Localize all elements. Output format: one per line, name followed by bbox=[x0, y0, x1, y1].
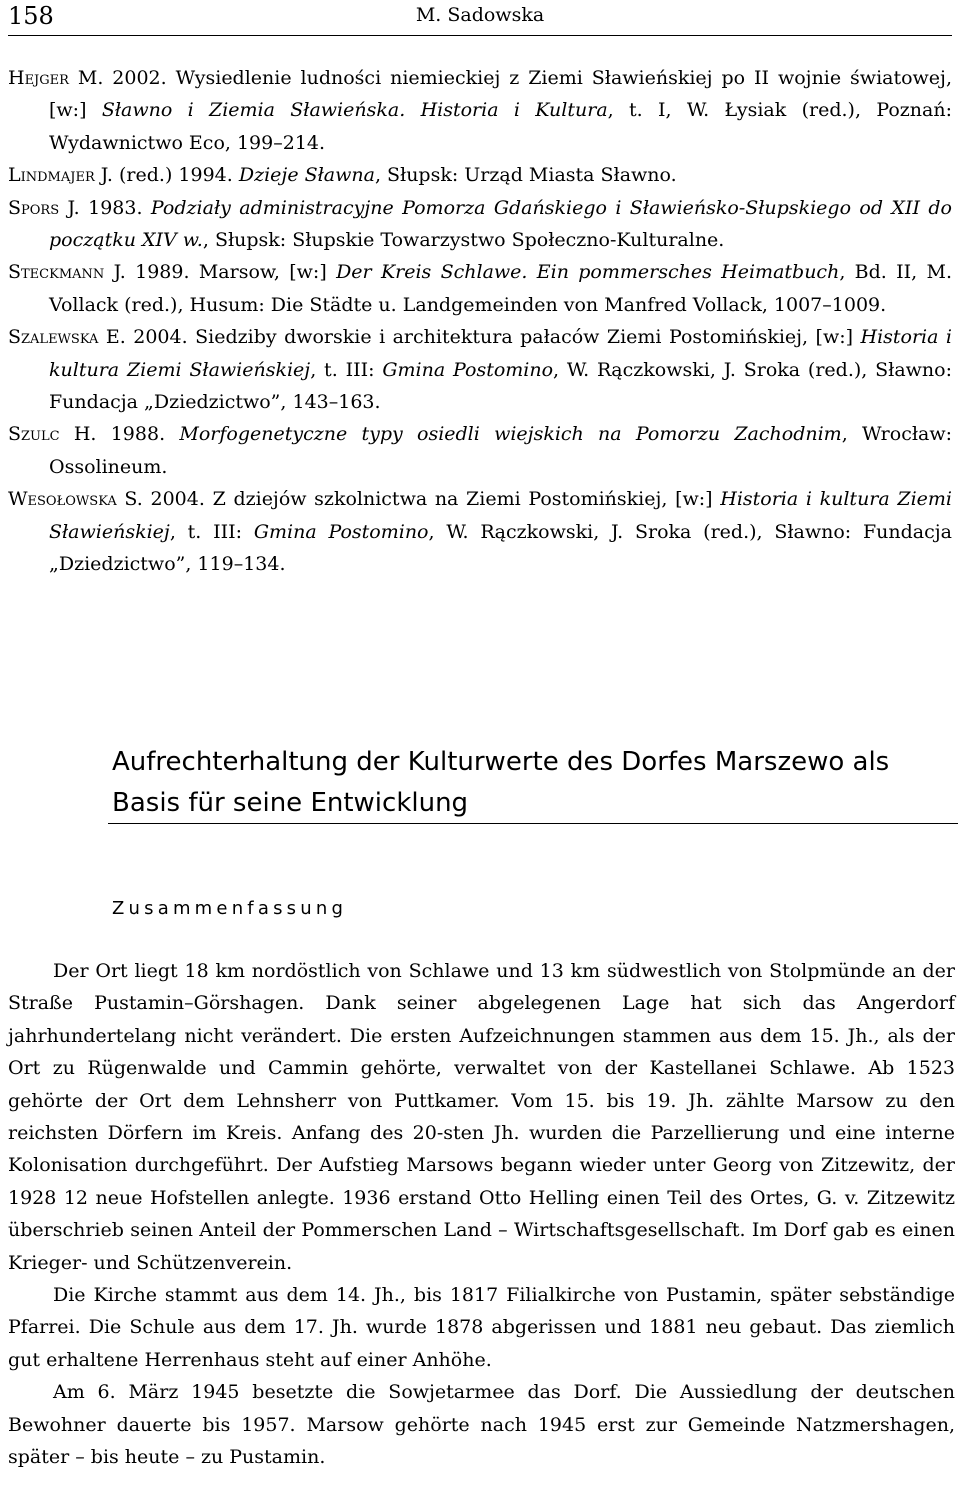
ref-year: 1983. bbox=[88, 196, 143, 219]
ref-text: , W. Rączkowski, J. Sroka (red.), Sławno: Fundacja „Dziedzictwo”, 119–134. bbox=[49, 520, 952, 576]
ref-text: , t. III: bbox=[169, 520, 254, 543]
ref-author: Szulc H. bbox=[8, 423, 97, 446]
ref-text: Wysiedlenie ludności niemieckiej z Ziemi Sławieńskiej po II wojnie światowej, [w:] bbox=[49, 67, 952, 122]
reference-item bbox=[8, 159, 952, 191]
ref-text: Siedziby dworskie i architektura pałaców Ziemi Postomińskiej, [w:] bbox=[195, 326, 861, 349]
ref-text: , t. I, W. Łysiak (red.), Poznań: Wydawnictwo Eco, 199–214. bbox=[49, 99, 952, 154]
ref-year: 2002. bbox=[112, 67, 167, 89]
reference-item bbox=[8, 192, 952, 257]
reference-item bbox=[8, 418, 952, 483]
page-number: 158 bbox=[8, 2, 54, 30]
ref-title: Podziały administracyjne Pomorza Gdańskiego i Sławieńsko-Słupskiego od XII do początku XIV w. bbox=[49, 196, 952, 252]
ref-year: 2004. bbox=[150, 488, 205, 511]
header-rule bbox=[8, 35, 952, 36]
ref-text: , t. III: bbox=[310, 358, 383, 381]
ref-year: 1989. bbox=[135, 261, 190, 284]
running-head: M. Sadowska bbox=[415, 4, 545, 26]
reference-item bbox=[8, 62, 952, 159]
reference-list bbox=[8, 62, 952, 581]
summary-body bbox=[8, 955, 955, 1474]
title-rule bbox=[108, 823, 958, 824]
ref-text: , Bd. II, M. Vollack (red.), Husum: Die Städte u. Landgemeinden von Manfred Vollack, 1007–1009. bbox=[49, 261, 953, 316]
ref-year: 2004. bbox=[133, 326, 188, 349]
ref-title: Morfogenetyczne typy osiedli wiejskich na Pomorzu Zachodnim bbox=[179, 423, 842, 446]
ref-text: , Słupsk: Słupskie Towarzystwo Społeczno-Kulturalne. bbox=[202, 229, 725, 252]
ref-title: Gmina Postomino bbox=[382, 358, 554, 381]
ref-author: Spors J. bbox=[8, 196, 80, 219]
ref-author: Szalewska E. bbox=[8, 326, 126, 349]
summary-paragraph: Der Ort liegt 18 km nordöstlich von Schlawe und 13 km südwestlich von Stolpmünde an der Straße Pustamin–Görshagen. Dank seiner abgelegenen Lage hat sich das Angerdorf jahrhundertelang nicht verändert. Die ersten Aufzeichnungen stammen aus dem 15. Jh., als der Ort zu Rügenwalde und Cammin gehörte, verwaltet von der Kastellanei Schlawe. Ab 1523 gehörte der Ort dem Lehnsherr von Puttkamer. Vom 15. bis 19. Jh. zählte Marsow zu den reichsten Dörfern im Kreis. Anfang des 20-sten Jh. wurden die Parzellierung und eine interne Kolonisation durchgeführt. Der Aufstieg Marsows begann wieder unter Georg von Zitzewitz, der 1928 12 neue Hofstellen anlegte. 1936 erstand Otto Helling einen Teil des Ortes, G. v. Zitzewitz überschrieb seinen Anteil der Pommerschen Land – Wirtschaftsgesellschaft. Im Dorf gab es einen Krieger- und Schützenverein. bbox=[8, 960, 955, 1274]
ref-title: Dzieje Sławna bbox=[238, 164, 375, 187]
ref-year: 1988. bbox=[110, 423, 166, 446]
ref-title: Historia i kultura Ziemi Sławieńskiej bbox=[49, 326, 952, 381]
ref-title: Sławno i Ziemia Sławieńska. Historia i Kultura bbox=[101, 99, 608, 122]
summary-paragraph: Am 6. März 1945 besetzte die Sowjetarmee das Dorf. Die Aussiedlung der deutschen Bewohner dauerte bis 1957. Marsow gehörte nach 1945 erst zur Gemeinde Natzmershagen, später – bis heute – zu Pustamin. bbox=[8, 1381, 955, 1469]
ref-text: Z dziejów szkolnictwa na Ziemi Postomińskiej, [w:] bbox=[212, 488, 721, 511]
ref-title: Gmina Postomino bbox=[253, 520, 429, 543]
ref-author: Lindmajer J. bbox=[8, 164, 113, 187]
reference-item bbox=[8, 256, 952, 321]
ref-year: (red.) 1994. bbox=[119, 164, 233, 187]
ref-title: Historia i kultura Ziemi Sławieńskiej bbox=[49, 488, 952, 543]
ref-title: Der Kreis Schlawe. Ein pommersches Heimatbuch bbox=[336, 261, 840, 284]
ref-text: , W. Rączkowski, J. Sroka (red.), Sławno: Fundacja „Dziedzictwo”, 143–163. bbox=[49, 358, 952, 414]
ref-text: , Słupsk: Urząd Miasta Sławno. bbox=[374, 164, 677, 187]
summary-paragraph: Die Kirche stammt aus dem 14. Jh., bis 1817 Filialkirche von Pustamin, später sebständige Pfarrei. Die Schule aus dem 17. Jh. wurde 1878 abgerissen und 1881 neu gebaut. Das ziemlich gut erhaltene Herrenhaus steht auf einer Anhöhe. bbox=[8, 1284, 955, 1371]
reference-item bbox=[8, 321, 952, 418]
ref-author: Wesołowska S. bbox=[8, 488, 143, 511]
ref-author: Steckmann J. bbox=[8, 261, 126, 284]
summary-heading: Zusammenfassung bbox=[112, 898, 348, 919]
summary-title: Aufrechterhaltung der Kulturwerte des Dorfes Marszewo als Basis für seine Entwicklung bbox=[112, 747, 890, 818]
ref-text: , Wrocław: Ossolineum. bbox=[49, 423, 952, 478]
ref-author: Hejger M. bbox=[8, 67, 104, 89]
page-header bbox=[8, 0, 952, 32]
ref-text: Marsow, [w:] bbox=[198, 261, 337, 284]
reference-item bbox=[8, 483, 952, 580]
